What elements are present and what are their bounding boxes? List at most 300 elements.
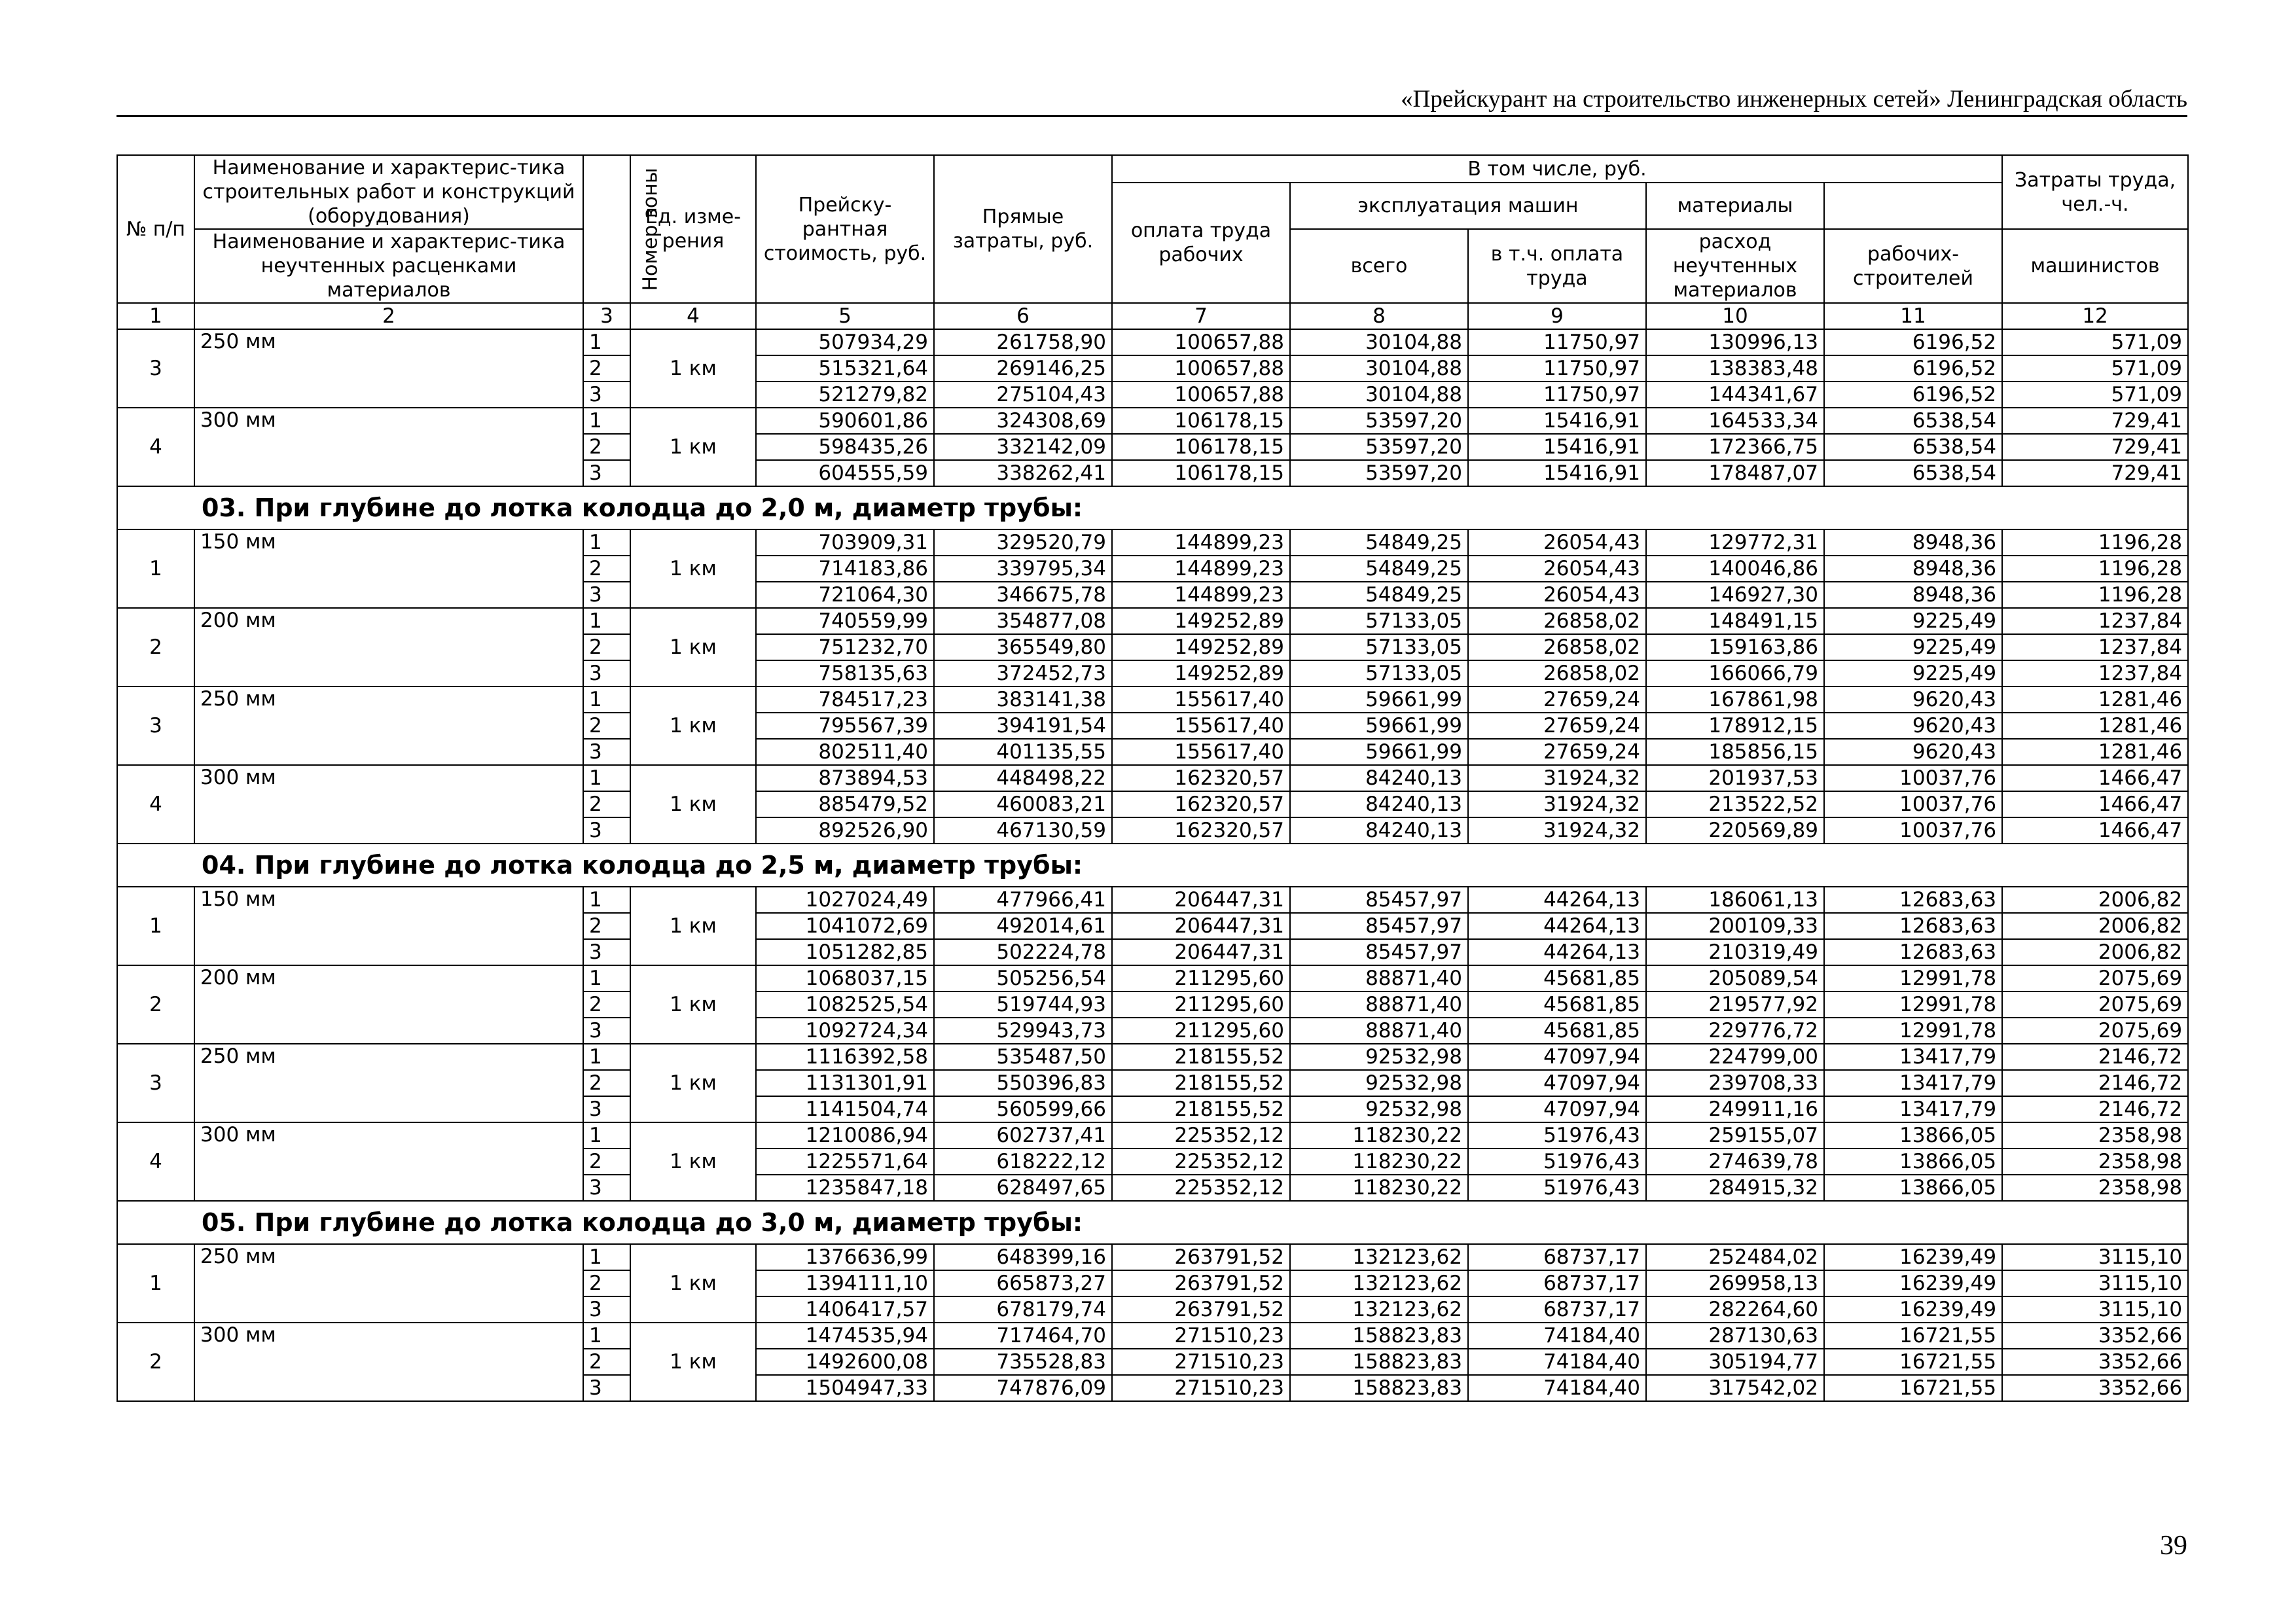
value-cell: 1281,46	[2002, 687, 2188, 713]
value-cell: 9620,43	[1824, 713, 2002, 739]
value-cell: 162320,57	[1112, 765, 1290, 791]
header-cell-labor-machinists: машинистов	[2002, 229, 2188, 303]
header-cell-name-top: Наименование и характерис-тика строительных работ и конструкций (оборудования)	[194, 155, 583, 229]
column-number-cell: 5	[756, 303, 934, 329]
value-cell: 2075,69	[2002, 965, 2188, 991]
pipe-diameter-cell: 250 мм	[194, 687, 583, 765]
value-cell: 11750,97	[1468, 329, 1646, 355]
section-heading-row	[117, 844, 2188, 887]
value-cell: 205089,54	[1646, 965, 1824, 991]
zone-cell: 2	[583, 434, 630, 460]
value-cell: 92532,98	[1290, 1044, 1468, 1070]
value-cell: 16239,49	[1824, 1270, 2002, 1296]
value-cell: 85457,97	[1290, 913, 1468, 939]
value-cell: 178487,07	[1646, 460, 1824, 486]
value-cell: 53597,20	[1290, 408, 1468, 434]
value-cell: 448498,22	[934, 765, 1112, 791]
pipe-diameter-cell: 300 мм	[194, 765, 583, 844]
value-cell: 2006,82	[2002, 887, 2188, 913]
value-cell: 132123,62	[1290, 1270, 1468, 1296]
value-cell: 16721,55	[1824, 1375, 2002, 1401]
item-number-cell: 4	[117, 765, 194, 844]
value-cell: 305194,77	[1646, 1349, 1824, 1375]
value-cell: 1466,47	[2002, 817, 2188, 844]
value-cell: 9620,43	[1824, 739, 2002, 765]
value-cell: 9225,49	[1824, 608, 2002, 634]
value-cell: 1225571,64	[756, 1149, 934, 1175]
zone-cell: 2	[583, 913, 630, 939]
header-cell-zone	[583, 155, 662, 303]
value-cell: 53597,20	[1290, 434, 1468, 460]
value-cell: 1210086,94	[756, 1122, 934, 1149]
value-cell: 12683,63	[1824, 939, 2002, 965]
column-number-cell: 12	[2002, 303, 2188, 329]
header-cell-machines: эксплуатация машин	[1290, 183, 1646, 229]
value-cell: 45681,85	[1468, 965, 1646, 991]
value-cell: 206447,31	[1112, 939, 1290, 965]
value-cell: 287130,63	[1646, 1323, 1824, 1349]
value-cell: 261758,90	[934, 329, 1112, 355]
header-cell-name-bottom: Наименование и характерис-тика неучтенных расценками материалов	[194, 229, 583, 303]
value-cell: 106178,15	[1112, 434, 1290, 460]
value-cell: 162320,57	[1112, 817, 1290, 844]
zone-cell: 2	[583, 791, 630, 817]
value-cell: 51976,43	[1468, 1149, 1646, 1175]
zone-cell: 1	[583, 1323, 630, 1349]
value-cell: 249911,16	[1646, 1096, 1824, 1122]
value-cell: 263791,52	[1112, 1296, 1290, 1323]
zone-cell: 1	[583, 1122, 630, 1149]
pipe-diameter-cell: 200 мм	[194, 608, 583, 687]
value-cell: 8948,36	[1824, 556, 2002, 582]
zone-cell: 1	[583, 765, 630, 791]
value-cell: 329520,79	[934, 529, 1112, 556]
value-cell: 1141504,74	[756, 1096, 934, 1122]
item-number-cell: 1	[117, 887, 194, 965]
value-cell: 502224,78	[934, 939, 1112, 965]
value-cell: 354877,08	[934, 608, 1112, 634]
value-cell: 560599,66	[934, 1096, 1112, 1122]
value-cell: 13417,79	[1824, 1044, 2002, 1070]
value-cell: 2146,72	[2002, 1044, 2188, 1070]
value-cell: 259155,07	[1646, 1122, 1824, 1149]
item-number-cell: 2	[117, 965, 194, 1044]
value-cell: 721064,30	[756, 582, 934, 608]
value-cell: 6196,52	[1824, 329, 2002, 355]
header-cell-incl: В том числе, руб.	[1112, 155, 2002, 183]
value-cell: 74184,40	[1468, 1349, 1646, 1375]
value-cell: 57133,05	[1290, 634, 1468, 660]
value-cell: 85457,97	[1290, 887, 1468, 913]
value-cell: 68737,17	[1468, 1296, 1646, 1323]
value-cell: 1235847,18	[756, 1175, 934, 1201]
value-cell: 1092724,34	[756, 1018, 934, 1044]
item-number-cell: 1	[117, 529, 194, 608]
value-cell: 118230,22	[1290, 1149, 1468, 1175]
header-cell-mach-wage: в т.ч. оплата труда	[1468, 229, 1646, 303]
value-cell: 11750,97	[1468, 382, 1646, 408]
value-cell: 529943,73	[934, 1018, 1112, 1044]
value-cell: 550396,83	[934, 1070, 1112, 1096]
unit-cell: 1 км	[630, 408, 756, 486]
value-cell: 162320,57	[1112, 791, 1290, 817]
value-cell: 678179,74	[934, 1296, 1112, 1323]
value-cell: 598435,26	[756, 434, 934, 460]
header-cell-price: Прейску-рантная стоимость, руб.	[756, 155, 934, 303]
value-cell: 92532,98	[1290, 1070, 1468, 1096]
value-cell: 106178,15	[1112, 408, 1290, 434]
value-cell: 618222,12	[934, 1149, 1112, 1175]
value-cell: 365549,80	[934, 634, 1112, 660]
value-cell: 31924,32	[1468, 791, 1646, 817]
value-cell: 68737,17	[1468, 1270, 1646, 1296]
value-cell: 158823,83	[1290, 1349, 1468, 1375]
value-cell: 372452,73	[934, 660, 1112, 687]
value-cell: 186061,13	[1646, 887, 1824, 913]
zone-cell: 1	[583, 1044, 630, 1070]
value-cell: 100657,88	[1112, 329, 1290, 355]
value-cell: 88871,40	[1290, 991, 1468, 1018]
value-cell: 282264,60	[1646, 1296, 1824, 1323]
value-cell: 47097,94	[1468, 1070, 1646, 1096]
value-cell: 12991,78	[1824, 1018, 2002, 1044]
value-cell: 27659,24	[1468, 713, 1646, 739]
value-cell: 3352,66	[2002, 1349, 2188, 1375]
value-cell: 201937,53	[1646, 765, 1824, 791]
value-cell: 665873,27	[934, 1270, 1112, 1296]
value-cell: 6196,52	[1824, 382, 2002, 408]
value-cell: 1281,46	[2002, 739, 2188, 765]
value-cell: 45681,85	[1468, 991, 1646, 1018]
value-cell: 9225,49	[1824, 634, 2002, 660]
value-cell: 751232,70	[756, 634, 934, 660]
value-cell: 269958,13	[1646, 1270, 1824, 1296]
unit-cell: 1 км	[630, 1044, 756, 1122]
value-cell: 2006,82	[2002, 939, 2188, 965]
value-cell: 324308,69	[934, 408, 1112, 434]
value-cell: 84240,13	[1290, 765, 1468, 791]
value-cell: 206447,31	[1112, 913, 1290, 939]
table-header	[117, 155, 2188, 303]
zone-cell: 3	[583, 739, 630, 765]
section-heading-row	[117, 1201, 2188, 1244]
value-cell: 27659,24	[1468, 687, 1646, 713]
value-cell: 148491,15	[1646, 608, 1824, 634]
value-cell: 729,41	[2002, 408, 2188, 434]
header-cell-unit: Ед. изме-рения	[630, 155, 756, 303]
value-cell: 394191,54	[934, 713, 1112, 739]
column-number-cell: 10	[1646, 303, 1824, 329]
value-cell: 1196,28	[2002, 529, 2188, 556]
column-number-cell: 11	[1824, 303, 2002, 329]
value-cell: 317542,02	[1646, 1375, 1824, 1401]
table-row	[117, 765, 2188, 791]
column-number-cell: 6	[934, 303, 1112, 329]
value-cell: 8948,36	[1824, 529, 2002, 556]
zone-cell: 1	[583, 408, 630, 434]
value-cell: 59661,99	[1290, 713, 1468, 739]
value-cell: 271510,23	[1112, 1349, 1290, 1375]
value-cell: 218155,52	[1112, 1070, 1290, 1096]
value-cell: 274639,78	[1646, 1149, 1824, 1175]
value-cell: 166066,79	[1646, 660, 1824, 687]
value-cell: 158823,83	[1290, 1323, 1468, 1349]
pipe-diameter-cell: 250 мм	[194, 1244, 583, 1323]
zone-cell: 3	[583, 1375, 630, 1401]
column-number-cell: 1	[117, 303, 194, 329]
value-cell: 492014,61	[934, 913, 1112, 939]
value-cell: 59661,99	[1290, 739, 1468, 765]
value-cell: 802511,40	[756, 739, 934, 765]
value-cell: 275104,43	[934, 382, 1112, 408]
header-cell-wage: оплата труда рабочих	[1112, 183, 1290, 303]
zone-cell: 2	[583, 634, 630, 660]
value-cell: 118230,22	[1290, 1175, 1468, 1201]
value-cell: 6196,52	[1824, 355, 2002, 382]
value-cell: 13417,79	[1824, 1096, 2002, 1122]
value-cell: 1394111,10	[756, 1270, 934, 1296]
value-cell: 3115,10	[2002, 1270, 2188, 1296]
zone-cell: 2	[583, 1149, 630, 1175]
value-cell: 155617,40	[1112, 687, 1290, 713]
value-cell: 74184,40	[1468, 1323, 1646, 1349]
value-cell: 1237,84	[2002, 660, 2188, 687]
pipe-diameter-cell: 250 мм	[194, 329, 583, 408]
table-row	[117, 529, 2188, 556]
zone-cell: 1	[583, 1244, 630, 1270]
value-cell: 2358,98	[2002, 1149, 2188, 1175]
value-cell: 211295,60	[1112, 965, 1290, 991]
value-cell: 604555,59	[756, 460, 934, 486]
value-cell: 158823,83	[1290, 1375, 1468, 1401]
value-cell: 225352,12	[1112, 1122, 1290, 1149]
pipe-diameter-cell: 300 мм	[194, 408, 583, 486]
zone-cell: 2	[583, 1349, 630, 1375]
value-cell: 1237,84	[2002, 608, 2188, 634]
value-cell: 1068037,15	[756, 965, 934, 991]
value-cell: 571,09	[2002, 355, 2188, 382]
value-cell: 132123,62	[1290, 1244, 1468, 1270]
item-number-cell: 2	[117, 1323, 194, 1401]
value-cell: 338262,41	[934, 460, 1112, 486]
value-cell: 3115,10	[2002, 1244, 2188, 1270]
unit-cell: 1 км	[630, 965, 756, 1044]
table-row	[117, 687, 2188, 713]
value-cell: 149252,89	[1112, 634, 1290, 660]
value-cell: 3115,10	[2002, 1296, 2188, 1323]
page-number: 39	[2160, 1531, 2187, 1561]
value-cell: 628497,65	[934, 1175, 1112, 1201]
value-cell: 26858,02	[1468, 660, 1646, 687]
value-cell: 1466,47	[2002, 765, 2188, 791]
pipe-diameter-cell: 300 мм	[194, 1122, 583, 1201]
header-cell-mach-total: всего	[1290, 229, 1468, 303]
value-cell: 27659,24	[1468, 739, 1646, 765]
table-row	[117, 329, 2188, 355]
zone-cell: 2	[583, 991, 630, 1018]
value-cell: 12991,78	[1824, 991, 2002, 1018]
value-cell: 1116392,58	[756, 1044, 934, 1070]
value-cell: 729,41	[2002, 434, 2188, 460]
pipe-diameter-cell: 250 мм	[194, 1044, 583, 1122]
zone-cell: 3	[583, 939, 630, 965]
value-cell: 13866,05	[1824, 1175, 2002, 1201]
value-cell: 140046,86	[1646, 556, 1824, 582]
column-number-cell: 7	[1112, 303, 1290, 329]
item-number-cell: 4	[117, 1122, 194, 1201]
zone-cell: 3	[583, 1296, 630, 1323]
header-cell-direct: Прямые затраты, руб.	[934, 155, 1112, 303]
value-cell: 144899,23	[1112, 529, 1290, 556]
header-cell-no: № п/п	[117, 155, 194, 303]
value-cell: 211295,60	[1112, 1018, 1290, 1044]
zone-cell: 2	[583, 556, 630, 582]
section-heading: 03. При глубине до лотка колодца до 2,0 м, диаметр трубы:	[117, 486, 2188, 529]
value-cell: 54849,25	[1290, 556, 1468, 582]
value-cell: 12683,63	[1824, 913, 2002, 939]
value-cell: 252484,02	[1646, 1244, 1824, 1270]
section-heading: 05. При глубине до лотка колодца до 3,0 м, диаметр трубы:	[117, 1201, 2188, 1244]
value-cell: 332142,09	[934, 434, 1112, 460]
zone-cell: 1	[583, 608, 630, 634]
value-cell: 53597,20	[1290, 460, 1468, 486]
value-cell: 535487,50	[934, 1044, 1112, 1070]
value-cell: 2075,69	[2002, 991, 2188, 1018]
value-cell: 12991,78	[1824, 965, 2002, 991]
column-number-cell: 3	[583, 303, 630, 329]
value-cell: 30104,88	[1290, 382, 1468, 408]
header-cell-labor: Затраты труда, чел.-ч.	[2002, 155, 2188, 229]
value-cell: 6538,54	[1824, 460, 2002, 486]
value-cell: 155617,40	[1112, 739, 1290, 765]
value-cell: 31924,32	[1468, 817, 1646, 844]
pipe-diameter-cell: 300 мм	[194, 1323, 583, 1401]
value-cell: 88871,40	[1290, 965, 1468, 991]
value-cell: 54849,25	[1290, 529, 1468, 556]
item-number-cell: 3	[117, 1044, 194, 1122]
price-table	[117, 154, 2189, 1402]
value-cell: 26858,02	[1468, 608, 1646, 634]
value-cell: 219577,92	[1646, 991, 1824, 1018]
value-cell: 167861,98	[1646, 687, 1824, 713]
value-cell: 740559,99	[756, 608, 934, 634]
header-cell-materials-group: материалы	[1646, 183, 1824, 229]
value-cell: 59661,99	[1290, 687, 1468, 713]
value-cell: 10037,76	[1824, 765, 2002, 791]
value-cell: 1196,28	[2002, 582, 2188, 608]
zone-cell: 1	[583, 965, 630, 991]
column-number-cell: 2	[194, 303, 583, 329]
value-cell: 100657,88	[1112, 382, 1290, 408]
zone-cell: 3	[583, 817, 630, 844]
value-cell: 703909,31	[756, 529, 934, 556]
section-heading-row	[117, 486, 2188, 529]
value-cell: 1237,84	[2002, 634, 2188, 660]
table-row	[117, 1122, 2188, 1149]
value-cell: 155617,40	[1112, 713, 1290, 739]
value-cell: 648399,16	[934, 1244, 1112, 1270]
value-cell: 144899,23	[1112, 556, 1290, 582]
value-cell: 44264,13	[1468, 939, 1646, 965]
value-cell: 1466,47	[2002, 791, 2188, 817]
value-cell: 210319,49	[1646, 939, 1824, 965]
value-cell: 16239,49	[1824, 1296, 2002, 1323]
value-cell: 57133,05	[1290, 660, 1468, 687]
value-cell: 519744,93	[934, 991, 1112, 1018]
value-cell: 885479,52	[756, 791, 934, 817]
unit-cell: 1 км	[630, 765, 756, 844]
column-number-cell: 8	[1290, 303, 1468, 329]
item-number-cell: 1	[117, 1244, 194, 1323]
value-cell: 758135,63	[756, 660, 934, 687]
value-cell: 2146,72	[2002, 1070, 2188, 1096]
value-cell: 1281,46	[2002, 713, 2188, 739]
value-cell: 224799,00	[1646, 1044, 1824, 1070]
header-zone-label: Номер зоны	[639, 167, 662, 291]
value-cell: 85457,97	[1290, 939, 1468, 965]
value-cell: 144899,23	[1112, 582, 1290, 608]
unit-cell: 1 км	[630, 1122, 756, 1201]
value-cell: 401135,55	[934, 739, 1112, 765]
value-cell: 602737,41	[934, 1122, 1112, 1149]
pipe-diameter-cell: 150 мм	[194, 529, 583, 608]
value-cell: 106178,15	[1112, 460, 1290, 486]
value-cell: 15416,91	[1468, 434, 1646, 460]
value-cell: 206447,31	[1112, 887, 1290, 913]
value-cell: 31924,32	[1468, 765, 1646, 791]
value-cell: 88871,40	[1290, 1018, 1468, 1044]
value-cell: 284915,32	[1646, 1175, 1824, 1201]
value-cell: 218155,52	[1112, 1044, 1290, 1070]
value-cell: 521279,82	[756, 382, 934, 408]
zone-cell: 3	[583, 382, 630, 408]
header-cell-materials: расход неучтенных материалов	[1646, 229, 1824, 303]
table-row	[117, 887, 2188, 913]
value-cell: 515321,64	[756, 355, 934, 382]
value-cell: 129772,31	[1646, 529, 1824, 556]
value-cell: 714183,86	[756, 556, 934, 582]
pipe-diameter-cell: 150 мм	[194, 887, 583, 965]
table-row	[117, 608, 2188, 634]
value-cell: 54849,25	[1290, 582, 1468, 608]
value-cell: 84240,13	[1290, 817, 1468, 844]
value-cell: 149252,89	[1112, 660, 1290, 687]
value-cell: 44264,13	[1468, 887, 1646, 913]
unit-cell: 1 км	[630, 329, 756, 408]
value-cell: 1051282,85	[756, 939, 934, 965]
value-cell: 717464,70	[934, 1323, 1112, 1349]
value-cell: 51976,43	[1468, 1122, 1646, 1149]
table-row	[117, 1323, 2188, 1349]
value-cell: 57133,05	[1290, 608, 1468, 634]
value-cell: 84240,13	[1290, 791, 1468, 817]
value-cell: 213522,52	[1646, 791, 1824, 817]
value-cell: 16721,55	[1824, 1323, 2002, 1349]
table-row	[117, 1044, 2188, 1070]
value-cell: 15416,91	[1468, 460, 1646, 486]
value-cell: 1041072,69	[756, 913, 934, 939]
value-cell: 30104,88	[1290, 329, 1468, 355]
value-cell: 3352,66	[2002, 1375, 2188, 1401]
value-cell: 8948,36	[1824, 582, 2002, 608]
value-cell: 383141,38	[934, 687, 1112, 713]
value-cell: 2075,69	[2002, 1018, 2188, 1044]
value-cell: 44264,13	[1468, 913, 1646, 939]
value-cell: 2146,72	[2002, 1096, 2188, 1122]
zone-cell: 3	[583, 582, 630, 608]
value-cell: 26054,43	[1468, 529, 1646, 556]
value-cell: 100657,88	[1112, 355, 1290, 382]
